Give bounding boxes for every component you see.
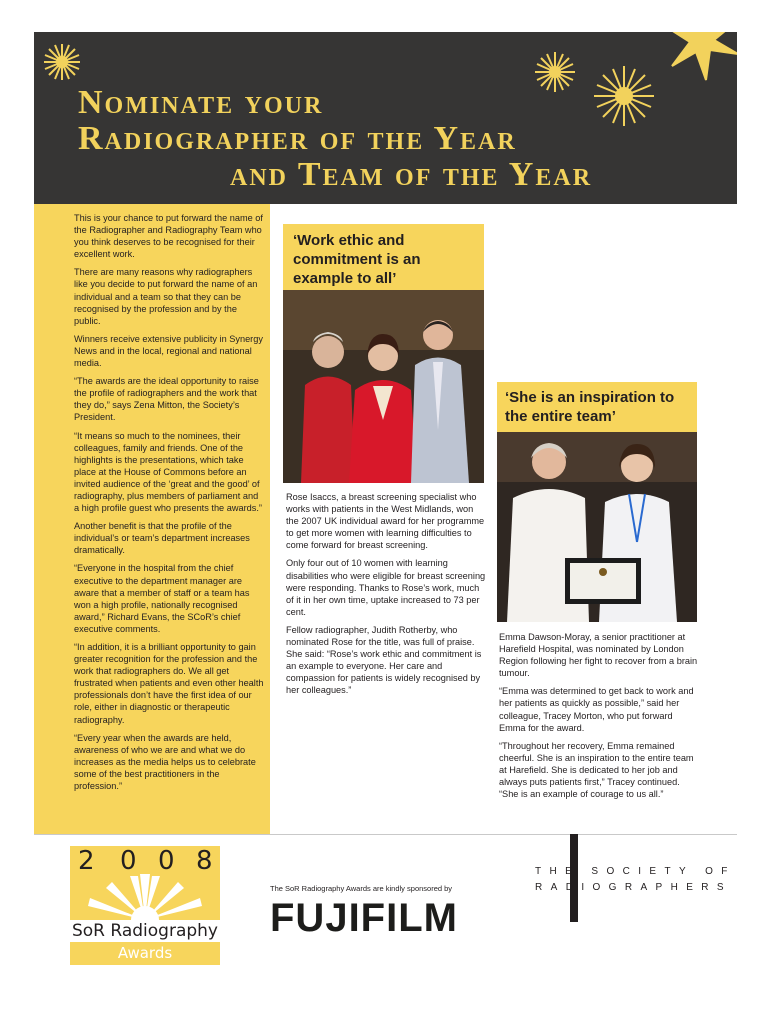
paragraph: “In addition, it is a brilliant opportunity to gain greater recognition for the profession and the work that radiographers do. We all get frustrated when patients and even other health professionals don’t have the first idea of our role, either in diagnostic or therapeutic radiography. (74, 642, 264, 725)
paragraph: There are many reasons why radiographers like you decide to put forward the name of an individual and a team so that they can be recognised by the profession and by the public. (74, 267, 258, 326)
fujifilm-logo: FUJIFILM (270, 896, 458, 940)
pull-quote-1: ‘Work ethic and commitment is an example to all’ (283, 224, 484, 290)
paragraph: “Every year when the awards are held, awareness of who we are and what we do increases as the media helps us to celebrate some of the best practitioners in the profession.” (74, 732, 256, 792)
separator-line (34, 834, 737, 835)
award-photo-two-women (497, 432, 697, 622)
paragraph: Emma Dawson-Moray, a senior practitioner at Harefield Hospital, was nominated by London Region following her fight to recover from a brain tumour. (499, 632, 698, 679)
left-column-text (74, 212, 264, 798)
paragraph: Another benefit is that the profile of the individual’s or team’s department increases dramatically. (74, 521, 250, 556)
society-name-line-1: THE SOCIETY OF (535, 866, 736, 877)
year-digit: 2 (78, 846, 95, 876)
award-photo-three-people (283, 290, 484, 483)
header-banner (34, 32, 737, 204)
sor-awards-logo (70, 846, 220, 966)
pull-quote-2: ‘She is an inspiration to the entire team’ (497, 382, 697, 432)
paragraph: Rose Isaccs, a breast screening specialist who works with patients in the West Midlands, won the 2007 UK individual award for her programme to get more women with learning difficulties to come forward for breast screening. (286, 492, 485, 551)
paragraph: “Throughout her recovery, Emma remained cheerful. She is an inspiration to the entire team at Harefield. She is dedicated to her job and always puts patients first,” Tracey continued. “She is an example of courage to us all.” (499, 740, 694, 800)
logo-year-panel (70, 846, 220, 920)
paragraph: Fellow radiographer, Judith Rotherby, who nominated Rose for the title, was full of praise. She said: “Rose’s work ethic and commitment is an example to everyone. Her care and compassion for patients is widely recognised by her colleagues.” (286, 624, 482, 696)
paragraph: “It means so much to the nominees, their colleagues, family and friends. One of the highlights is the presentations, which take place at the House of Commons before an invited audience of the ‘great and the good’ of radiography, plus members of parliament and a high profile guest who presents the awards.” (74, 430, 262, 514)
title-line-2: Radiographer of the Year (78, 120, 517, 157)
year-digit: 0 (120, 846, 137, 876)
paragraph: This is your chance to put forward the name of the Radiographer and Radiography Team who you think deserves to be recognised for their excellent work. (74, 213, 263, 260)
title-line-1: Nominate your (78, 84, 324, 121)
year-digit: 0 (158, 846, 175, 876)
right-article (499, 631, 699, 806)
logo-title: SoR Radiography (71, 921, 218, 941)
logo-subtitle: Awards (70, 942, 220, 965)
sponsor-text: The SoR Radiography Awards are kindly sponsored by (270, 884, 453, 893)
paragraph: “The awards are the ideal opportunity to raise the profile of radiographers and the work that they do,” says Zena Mitton, the Society’s President. (74, 376, 259, 423)
society-name-line-2: RADIOGRAPHERS (535, 882, 732, 893)
star-icon (668, 32, 737, 80)
title-line-3: and Team of the Year (230, 156, 593, 193)
star-icon (535, 52, 575, 92)
paragraph: Only four out of 10 women with learning disabilities who were eligible for breast screening were responding. Thanks to Rose’s work, much of it in her own time, uptake increased to 73 per cent. (286, 558, 486, 617)
middle-article (286, 491, 486, 703)
star-icon (44, 44, 80, 80)
paragraph: Winners receive extensive publicity in Synergy News and in the local, regional and national media. (74, 333, 263, 369)
society-logo-bar (570, 834, 578, 922)
photo-illustration (283, 290, 484, 483)
paragraph: “Everyone in the hospital from the chief executive to the department manager are aware that a member of staff or a team has won a high profile, nationally recognised award,” Richard Evans, the SCoR’s chief executive comments. (74, 563, 250, 634)
star-icon (594, 66, 654, 126)
photo-illustration (497, 432, 697, 622)
year-digit: 8 (196, 846, 213, 876)
paragraph: “Emma was determined to get back to work and her patients as quickly as possible,” said her colleague, Tracey Morton, who put forward Emma for the award. (499, 686, 694, 733)
